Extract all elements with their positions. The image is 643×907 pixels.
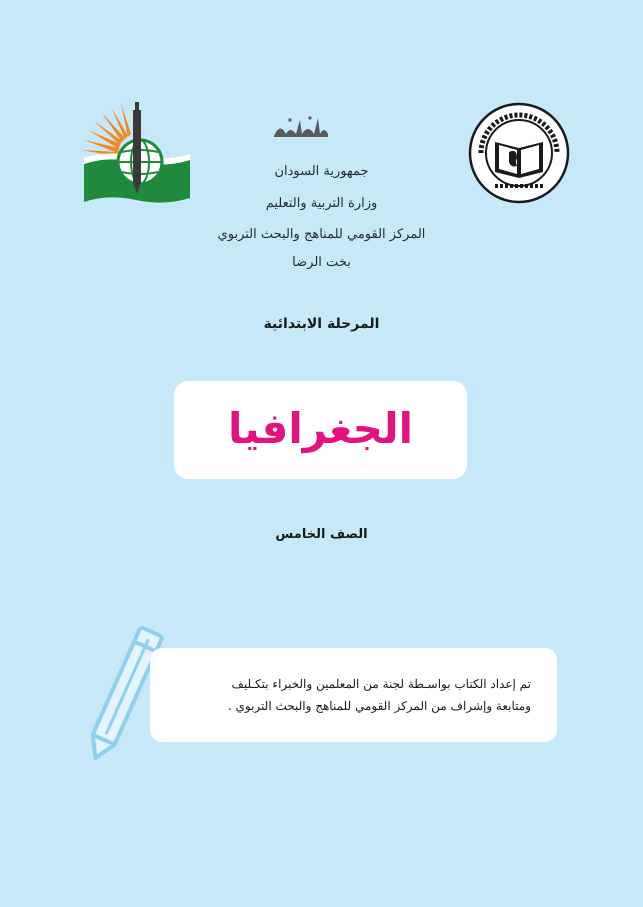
ministry-logo-icon	[78, 98, 196, 206]
header-republic: جمهورية السودان	[274, 164, 369, 179]
curriculum-center-seal-icon	[465, 102, 573, 204]
header-ministry: وزارة التربية والتعليم	[265, 196, 378, 211]
credits-line-2: ومتابعة وإشراف من المركز القومي للمناهج والبحث التربوي .	[227, 699, 531, 713]
basmala-calligraphy-icon	[270, 112, 332, 142]
grade-label: الصف الخامس	[275, 527, 368, 542]
header-location: بخت الرضا	[292, 255, 351, 270]
credits-box	[150, 648, 557, 742]
education-stage: المرحلة الابتدائية	[263, 316, 380, 332]
title-box	[174, 381, 467, 479]
credits-line-1: تم إعداد الكتاب بواسـطة لجنة من المعلمين والخبراء بتكـليف	[231, 677, 531, 691]
book-title: الجغرافيا	[227, 404, 414, 453]
pen-icon	[133, 102, 141, 194]
header-center: المركز القومي للمناهج والبحث التربوي	[217, 227, 426, 242]
